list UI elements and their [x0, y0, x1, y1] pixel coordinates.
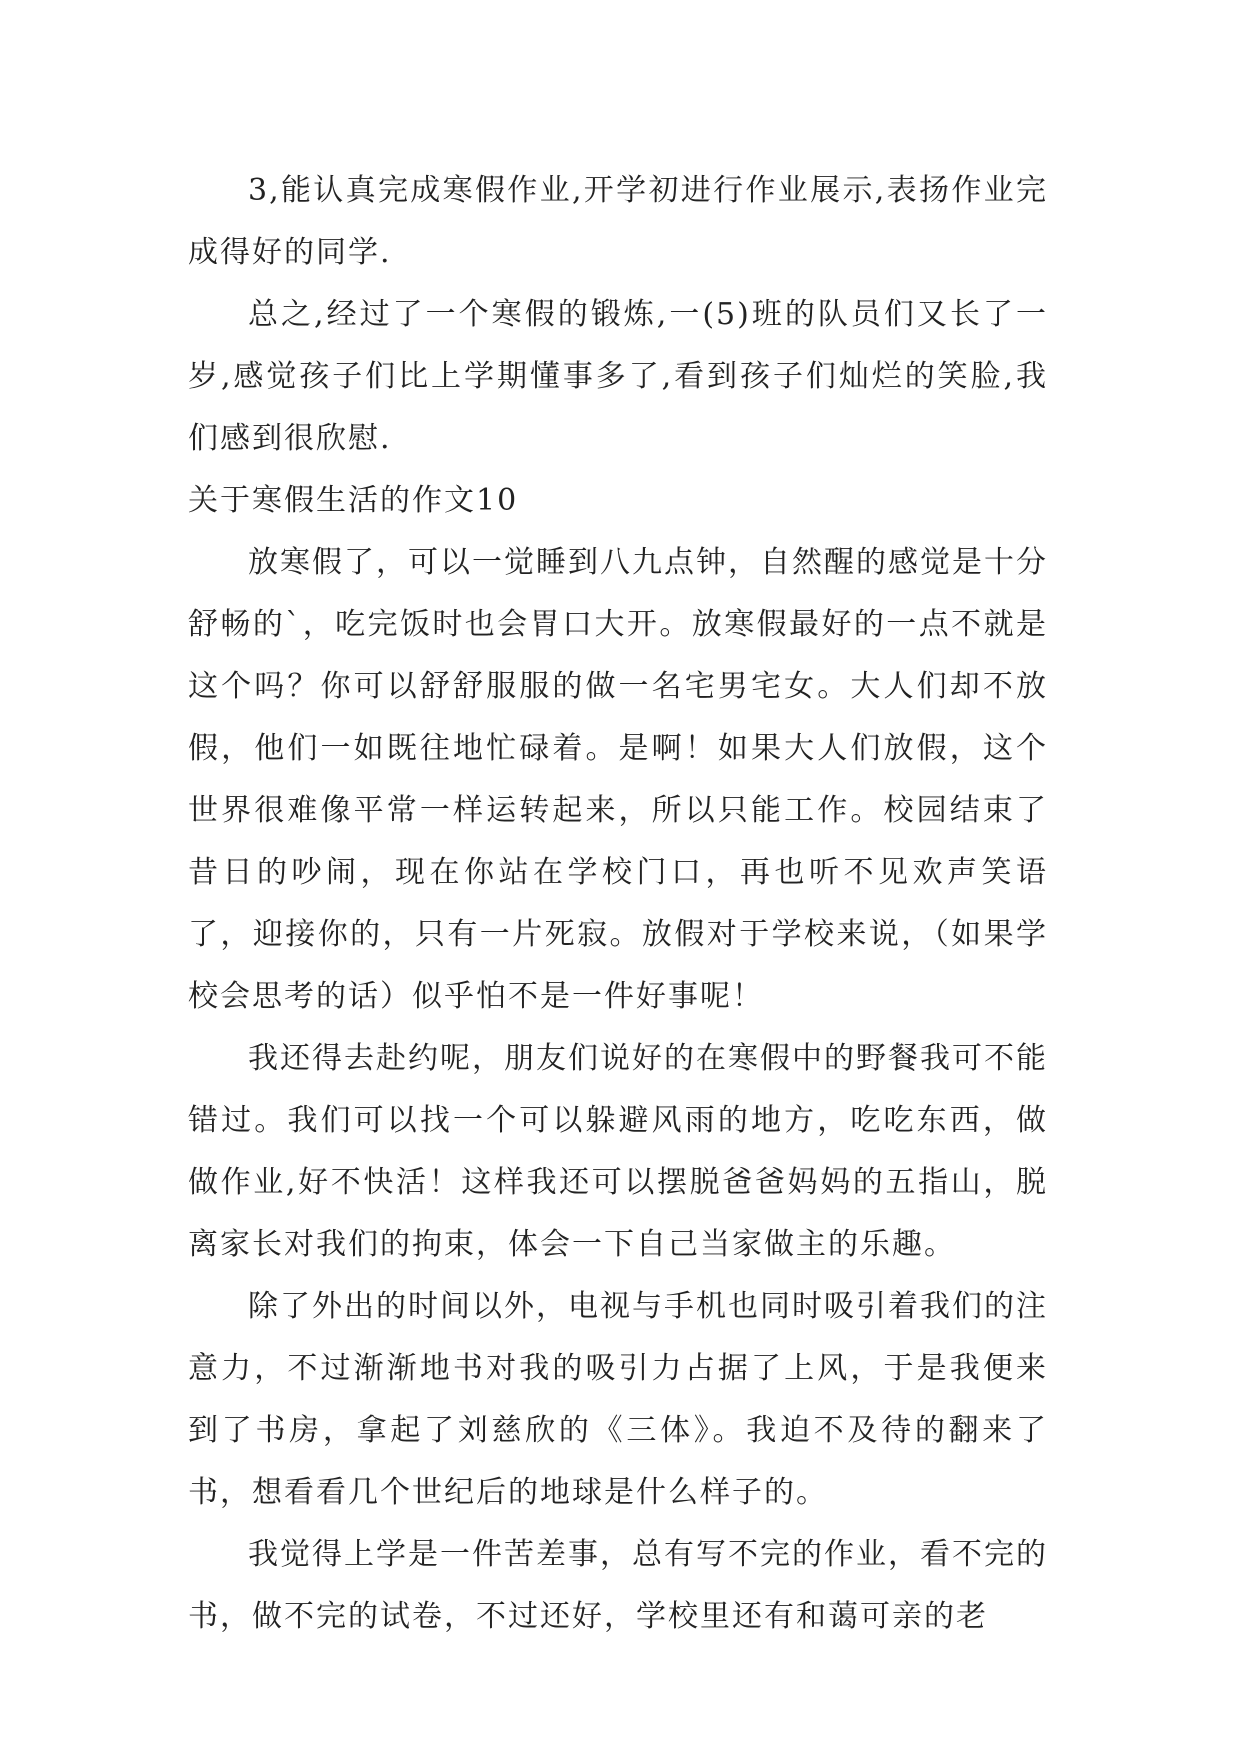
paragraph-homework: 3,能认真完成寒假作业,开学初进行作业展示,表扬作业完成得好的同学. [188, 173, 1048, 270]
paragraph-reading: 除了外出的时间以外，电视与手机也同时吸引着我们的注意力，不过渐渐地书对我的吸引力占据了上风，于是我便来到了书房，拿起了刘慈欣的《三体》。我迫不及待的翻来了书，想看看几个世纪后的地球是什么样子的。 [188, 1289, 1048, 1510]
paragraph-summary: 总之,经过了一个寒假的锻炼,一(5)班的队员们又长了一岁,感觉孩子们比上学期懂事多了,看到孩子们灿烂的笑脸,我们感到很欣慰. [188, 297, 1048, 456]
paragraph-winter-break: 放寒假了，可以一觉睡到八九点钟，自然醒的感觉是十分舒畅的`，吃完饭时也会胃口大开。放寒假最好的一点不就是这个吗？你可以舒舒服服的做一名宅男宅女。大人们却不放假，他们一如既往地忙碌着。是啊！如果大人们放假，这个世界很难像平常一样运转起来，所以只能工作。校园结束了昔日的吵闹，现在你站在学校门口，再也听不见欢声笑语了，迎接你的，只有一片死寂。放假对于学校来说，（如果学校会思考的话）似乎怕不是一件好事呢！ [188, 545, 1048, 1014]
paragraph-picnic: 我还得去赴约呢，朋友们说好的在寒假中的野餐我可不能错过。我们可以找一个可以躲避风雨的地方，吃吃东西，做做作业,好不快活！这样我还可以摆脱爸爸妈妈的五指山，脱离家长对我们的拘束，体会一下自己当家做主的乐趣。 [188, 1041, 1048, 1262]
document-body [188, 160, 1048, 1648]
paragraph-school: 我觉得上学是一件苦差事，总有写不完的作业，看不完的书，做不完的试卷，不过还好，学校里还有和蔼可亲的老 [188, 1537, 1048, 1634]
essay-heading: 关于寒假生活的作文10 [188, 483, 519, 518]
